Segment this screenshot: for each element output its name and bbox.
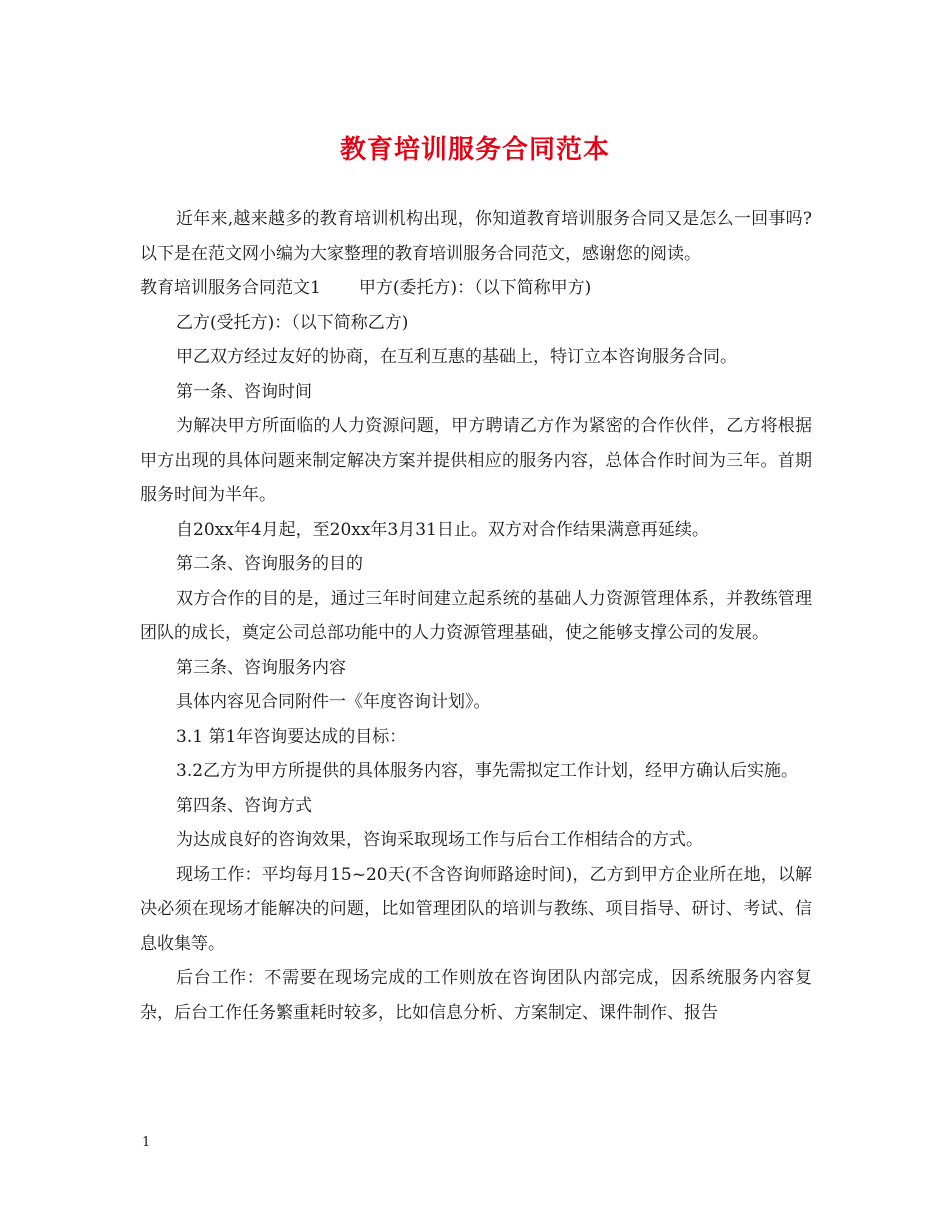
paragraph-agreement: 甲乙双方经过友好的协商，在互利互惠的基础上，特订立本咨询服务合同。 bbox=[176, 347, 737, 367]
article-4-title: 第四条、咨询方式 bbox=[176, 795, 312, 816]
sample-heading: 教育培训服务合同范文1 bbox=[140, 278, 321, 298]
article-1-title: 第一条、咨询时间 bbox=[176, 381, 312, 402]
paragraph-intro: 近年来,越来越多的教育培训机构出现，你知道教育培训服务合同又是怎么一回事吗?以下是在范文网小编为大家整理的教育培训服务合同范文，感谢您的阅读。 bbox=[140, 209, 812, 264]
party-b-line: 乙方(受托方)：（以下简称乙方) bbox=[176, 312, 409, 333]
page-number: 1 bbox=[142, 1135, 151, 1150]
paragraph-sample-heading-line bbox=[140, 271, 812, 306]
article-2-paragraph-1: 双方合作的目的是，通过三年时间建立起系统的基础人力资源管理体系，并教练管理团队的成长，奠定公司总部功能中的人力资源管理基础，使之能够支撑公司的发展。 bbox=[140, 588, 812, 643]
article-1-paragraph-1: 为解决甲方所面临的人力资源问题，甲方聘请乙方作为紧密的合作伙伴，乙方将根据甲方出现的具体问题来制定解决方案并提供相应的服务内容，总体合作时间为三年。首期服务时间为半年。 bbox=[140, 416, 812, 505]
article-4-paragraph-2: 现场工作：平均每月15~20天(不含咨询师路途时间)，乙方到甲方企业所在地，以解决必须在现场才能解决的问题，比如管理团队的培训与教练、项目指导、研讨、考试、信息收集等。 bbox=[140, 864, 812, 954]
article-1-paragraph-2: 自20xx年4月起，至20xx年3月31日止。双方对合作结果满意再延续。 bbox=[176, 519, 709, 540]
article-3-title: 第三条、咨询服务内容 bbox=[176, 657, 346, 678]
article-2-title: 第二条、咨询服务的目的 bbox=[176, 554, 363, 574]
document-title: 教育培训服务合同范本 bbox=[339, 135, 610, 165]
article-3-paragraph-3: 3.2乙方为甲方所提供的具体服务内容，事先需拟定工作计划，经甲方确认后实施。 bbox=[176, 761, 799, 781]
article-4-paragraph-3: 后台工作：不需要在现场完成的工作则放在咨询团队内部完成，因系统服务内容复杂，后台工作任务繁重耗时较多，比如信息分析、方案制定、课件制作、报告 bbox=[140, 968, 812, 1023]
article-3-paragraph-2: 3.1 第1年咨询要达成的目标： bbox=[176, 726, 407, 747]
document-body bbox=[140, 202, 812, 1030]
party-a-line: 甲方(委托方)：（以下简称甲方) bbox=[358, 278, 592, 298]
article-3-paragraph-1: 具体内容见合同附件一《年度咨询计划》。 bbox=[176, 692, 491, 712]
article-4-paragraph-1: 为达成良好的咨询效果，咨询采取现场工作与后台工作相结合的方式。 bbox=[176, 830, 703, 850]
